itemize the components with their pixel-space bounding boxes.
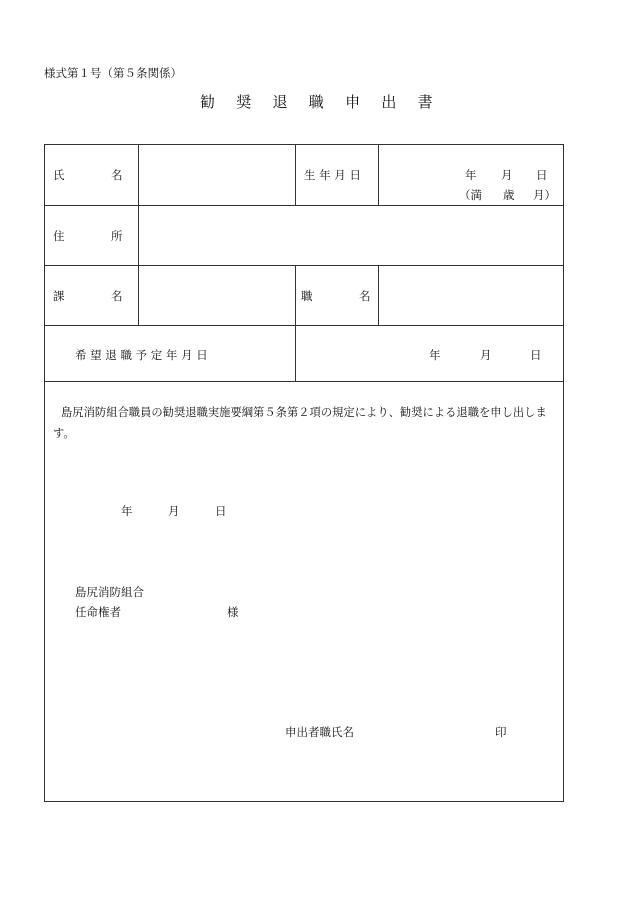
age-label: 歳 [503,188,515,202]
year-label: 年 [429,348,441,362]
name-field[interactable] [139,146,294,204]
month-label: 月 [501,168,513,182]
position-label: 職 [301,289,313,303]
day-label: 日 [215,504,227,518]
applicant-label: 申出者職氏名 [285,725,354,739]
position-label: 名 [359,289,371,303]
day-label: 日 [536,168,548,182]
name-label: 氏 [53,168,65,182]
row-divider [45,381,563,382]
birthdate-field[interactable] [379,146,563,204]
month-label: 月 [480,348,492,362]
form-number: 様式第１号（第５条関係） [44,66,182,80]
planned-date-label: 希 望 退 職 予 定 年 月 日 [75,348,208,362]
position-field[interactable] [379,266,563,324]
addressee-title: 任命権者 [75,605,121,619]
application-form-table [44,144,564,802]
year-label: 年 [121,504,133,518]
document-title: 勧 奨 退 職 申 出 書 [200,93,441,111]
section-label: 課 [53,289,65,303]
month-label: 月 [168,504,180,518]
addressee-honorific: 様 [227,605,239,619]
year-label: 年 [465,168,477,182]
application-date-field[interactable] [105,503,235,523]
address-label: 所 [111,229,123,243]
section-label: 名 [111,289,123,303]
addressee-org: 島尻消防組合 [75,585,144,599]
age-open-label: （満 [459,188,482,202]
address-field[interactable] [139,206,563,264]
statement-text: す。 [53,427,75,440]
column-divider [295,145,296,205]
birthdate-label: 生 年 月 日 [304,168,361,182]
address-label: 住 [53,229,65,243]
day-label: 日 [530,348,542,362]
applicant-name-field[interactable] [365,721,490,743]
age-month-label: 月） [533,188,556,202]
seal-mark: 印 [495,725,507,739]
column-divider [295,265,296,325]
section-field[interactable] [139,266,294,324]
statement-text: 島尻消防組合職員の勧奨退職実施要綱第５条第２項の規定により、勧奨による退職を申し出しま [61,406,547,419]
name-label: 名 [111,168,123,182]
planned-date-field[interactable] [296,326,563,380]
